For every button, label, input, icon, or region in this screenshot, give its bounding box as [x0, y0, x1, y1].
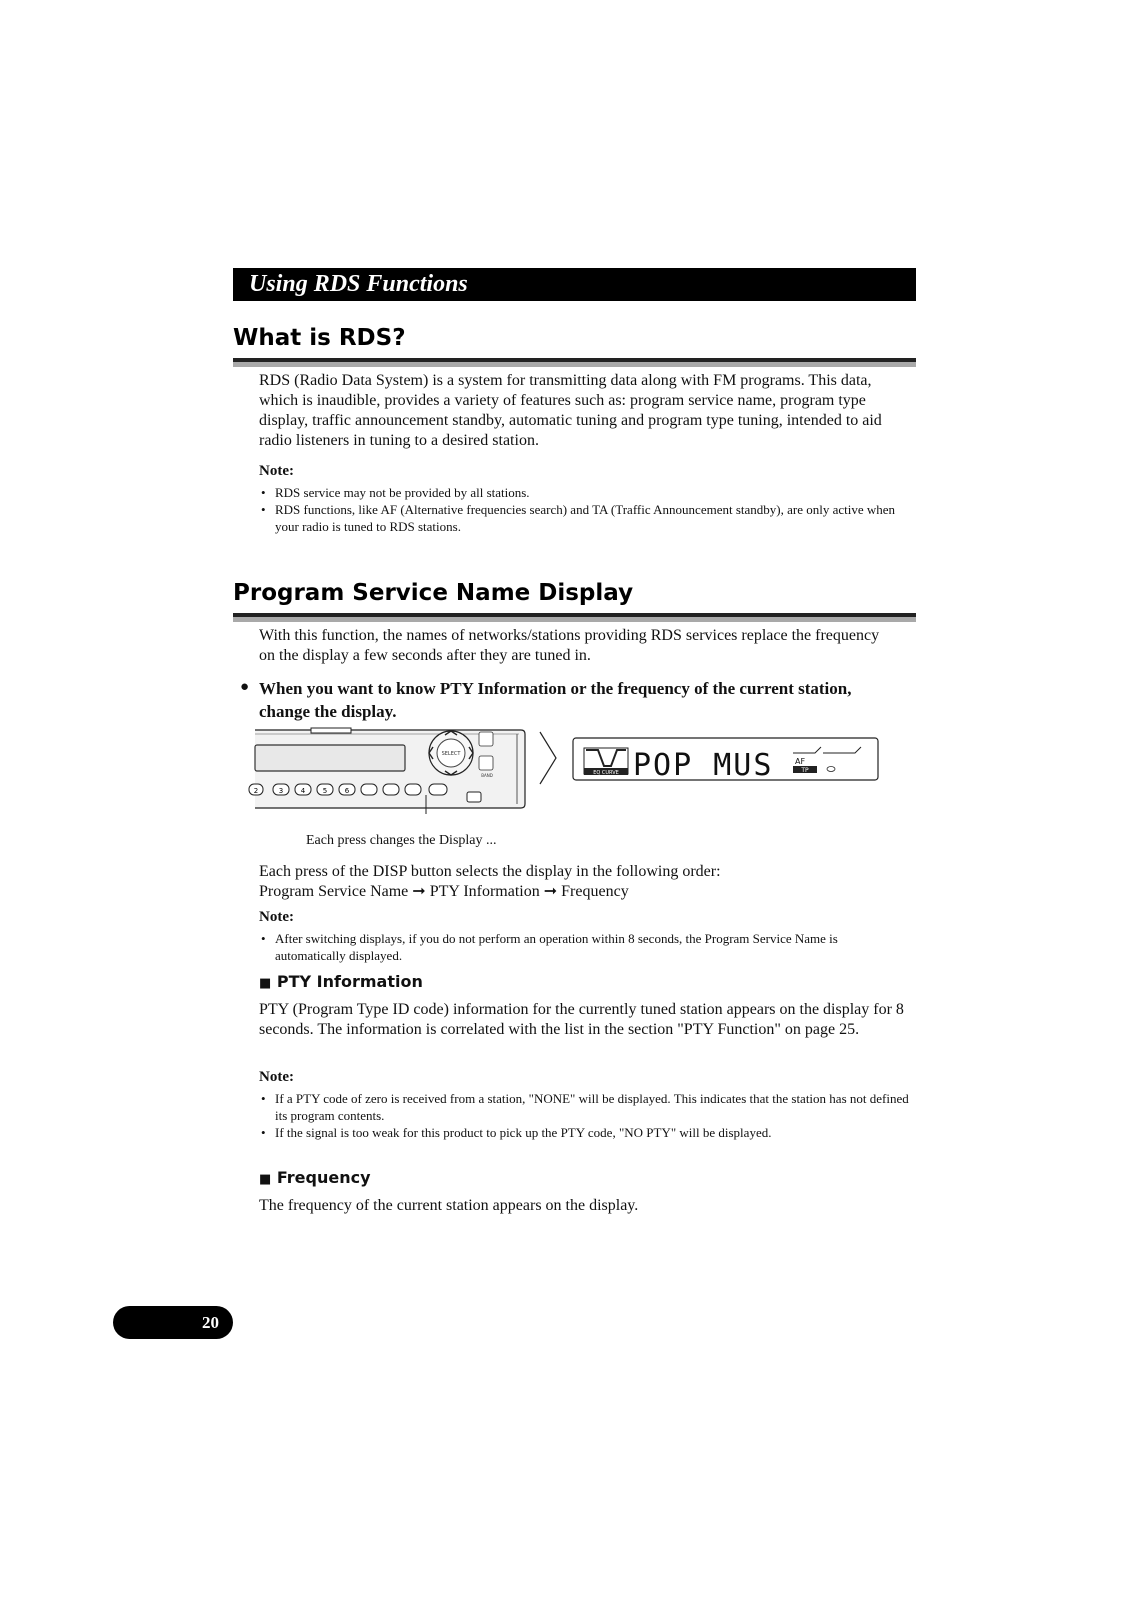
section-heading-program-service-name: Program Service Name Display — [233, 580, 634, 606]
svg-text:3: 3 — [278, 787, 284, 795]
head-unit-figure — [255, 728, 880, 814]
note-label: Note: — [259, 909, 294, 925]
pty-notes-list — [259, 1090, 909, 1141]
note-label: Note: — [259, 1069, 294, 1085]
page-number: 20 — [202, 1313, 219, 1332]
svg-text:6: 6 — [344, 787, 350, 795]
display-order-intro: Each press of the DISP button selects the display in the following order: — [259, 863, 721, 880]
lcd-display — [573, 738, 878, 783]
square-bullet-icon: ■ — [259, 976, 272, 991]
section-rule — [233, 613, 916, 622]
eq-curve-label: EQ CURVE — [593, 770, 619, 776]
chapter-title: Using RDS Functions — [249, 271, 468, 297]
figure-caption: Each press changes the Display ... — [306, 833, 497, 848]
list-item: • If a PTY code of zero is received from a station, "NONE" will be displayed. This indicates that the station has not defined its program contents. — [261, 1091, 909, 1123]
pty-description: PTY (Program Type ID code) information for the currently tuned station appears on the display for 8 seconds. The information is correlated with the list in the section "PTY Function" on page 25. — [259, 1001, 904, 1038]
frequency-description: The frequency of the current station appears on the display. — [259, 1197, 639, 1214]
arrow-right-icon — [540, 732, 556, 784]
svg-text:4: 4 — [300, 787, 306, 795]
rds-description: RDS (Radio Data System) is a system for transmitting data along with FM programs. This data, which is inaudible, provides a variety of features such as: program service name, program type display, traffic announcement standby, automatic tuning and program type tuning, intended to aid radio listeners in tuning to a desired station. — [259, 372, 882, 449]
chapter-title-bar — [233, 268, 916, 301]
svg-text:2: 2 — [253, 787, 259, 795]
display-notes-list — [259, 930, 909, 964]
list-item: • RDS service may not be provided by all stations. — [261, 485, 530, 500]
display-order-sequence: Program Service Name ➞ PTY Information ➞ Frequency — [259, 883, 629, 900]
list-item: • RDS functions, like AF (Alternative frequencies search) and TA (Traffic Announcement standby), are only active when your radio is tuned to RDS stations. — [261, 502, 896, 534]
section-heading-what-is-rds: What is RDS? — [233, 325, 406, 351]
arrow-icon: ➞ — [543, 883, 558, 900]
section-rule — [233, 358, 916, 367]
svg-text:5: 5 — [322, 787, 328, 795]
rds-notes-list — [259, 484, 909, 535]
band-label: BAND — [481, 773, 493, 778]
subheading-pty-information: ■ PTY Information — [259, 972, 423, 991]
instruction-bullet: ● — [240, 679, 250, 695]
lcd-text: POP MUS — [633, 748, 774, 783]
page-number-badge — [113, 1306, 233, 1339]
arrow-icon: ➞ — [412, 883, 426, 900]
tp-indicator: TP — [801, 767, 809, 774]
subheading-frequency: ■ Frequency — [259, 1168, 371, 1187]
note-label: Note: — [259, 463, 294, 479]
square-bullet-icon: ■ — [259, 1172, 272, 1187]
select-label: SELECT — [441, 751, 461, 757]
list-item: • After switching displays, if you do not perform an operation within 8 seconds, the Program Service Name is automatically displayed. — [261, 931, 838, 963]
select-joystick[interactable] — [429, 731, 473, 775]
instruction-text: When you want to know PTY Information or the frequency of the current station, change the display. — [259, 679, 852, 721]
list-item: • If the signal is too weak for this product to pick up the PTY code, "NO PTY" will be displayed. — [261, 1125, 772, 1140]
psn-description: With this function, the names of networks/stations providing RDS services replace the frequency on the display a few seconds after they are tuned in. — [259, 627, 880, 664]
af-indicator: AF — [795, 757, 806, 766]
